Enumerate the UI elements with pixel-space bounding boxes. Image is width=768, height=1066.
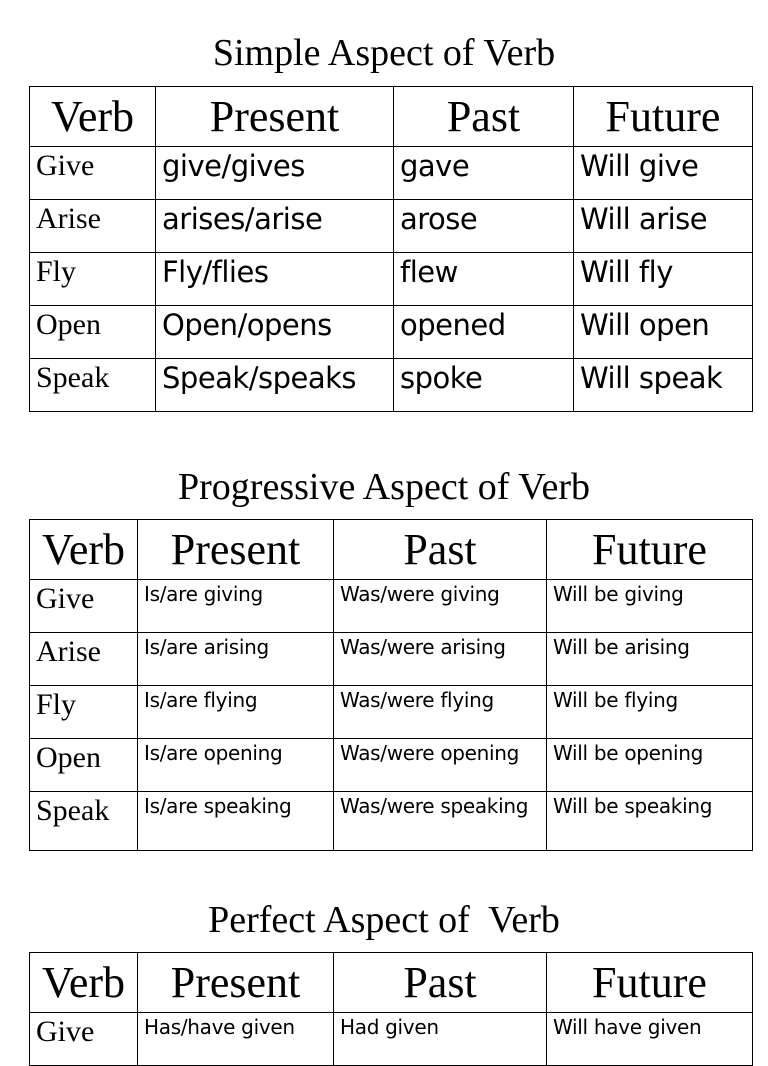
future-cell: Will fly [574, 253, 753, 306]
present-cell: Speak/speaks [156, 359, 394, 412]
table-row [30, 253, 753, 306]
past-cell: Was/were speaking [334, 792, 547, 851]
future-cell: Will have given [547, 1013, 753, 1066]
simple-aspect-table [29, 86, 753, 412]
present-cell: Is/are opening [138, 739, 334, 792]
past-cell: Was/were giving [334, 580, 547, 633]
present-cell: arises/arise [156, 200, 394, 253]
table-row [30, 633, 753, 686]
future-cell: Will open [574, 306, 753, 359]
past-cell: opened [394, 306, 574, 359]
header-verb: Verb [30, 87, 156, 147]
perfect-aspect-table [29, 952, 753, 1066]
verb-cell: Give [30, 1013, 138, 1066]
header-verb: Verb [30, 520, 138, 580]
past-cell: arose [394, 200, 574, 253]
table-row [30, 739, 753, 792]
table-header-row [30, 87, 753, 147]
header-future: Future [574, 87, 753, 147]
verb-cell: Give [30, 580, 138, 633]
table-row [30, 686, 753, 739]
header-present: Present [138, 953, 334, 1013]
future-cell: Will arise [574, 200, 753, 253]
past-cell: Was/were flying [334, 686, 547, 739]
present-cell: Open/opens [156, 306, 394, 359]
header-past: Past [334, 953, 547, 1013]
past-cell: Had given [334, 1013, 547, 1066]
future-cell: Will be speaking [547, 792, 753, 851]
header-verb: Verb [30, 953, 138, 1013]
progressive-aspect-title: Progressive Aspect of Verb [178, 466, 590, 508]
past-cell: Was/were arising [334, 633, 547, 686]
verb-cell: Arise [30, 633, 138, 686]
present-cell: Is/are flying [138, 686, 334, 739]
future-cell: Will be arising [547, 633, 753, 686]
past-cell: gave [394, 147, 574, 200]
progressive-aspect-table [29, 519, 753, 851]
verb-cell: Speak [30, 792, 138, 851]
table-row [30, 1013, 753, 1066]
past-cell: Was/were opening [334, 739, 547, 792]
verb-cell: Open [30, 306, 156, 359]
header-past: Past [394, 87, 574, 147]
header-present: Present [156, 87, 394, 147]
present-cell: Is/are arising [138, 633, 334, 686]
verb-cell: Arise [30, 200, 156, 253]
future-cell: Will give [574, 147, 753, 200]
present-cell: Is/are speaking [138, 792, 334, 851]
header-present: Present [138, 520, 334, 580]
table-row [30, 580, 753, 633]
header-past: Past [334, 520, 547, 580]
present-cell: Fly/flies [156, 253, 394, 306]
header-future: Future [547, 953, 753, 1013]
table-row [30, 306, 753, 359]
simple-aspect-title: Simple Aspect of Verb [212, 32, 556, 74]
future-cell: Will be opening [547, 739, 753, 792]
table-header-row [30, 520, 753, 580]
table-header-row [30, 953, 753, 1013]
header-future: Future [547, 520, 753, 580]
present-cell: give/gives [156, 147, 394, 200]
table-row [30, 792, 753, 851]
future-cell: Will be giving [547, 580, 753, 633]
future-cell: Will speak [574, 359, 753, 412]
table-row [30, 359, 753, 412]
present-cell: Has/have given [138, 1013, 334, 1066]
future-cell: Will be flying [547, 686, 753, 739]
table-row [30, 200, 753, 253]
verb-cell: Speak [30, 359, 156, 412]
perfect-aspect-title: Perfect Aspect of Verb [208, 899, 560, 941]
table-row [30, 147, 753, 200]
verb-cell: Fly [30, 686, 138, 739]
verb-cell: Fly [30, 253, 156, 306]
verb-cell: Give [30, 147, 156, 200]
past-cell: spoke [394, 359, 574, 412]
verb-cell: Open [30, 739, 138, 792]
past-cell: flew [394, 253, 574, 306]
present-cell: Is/are giving [138, 580, 334, 633]
